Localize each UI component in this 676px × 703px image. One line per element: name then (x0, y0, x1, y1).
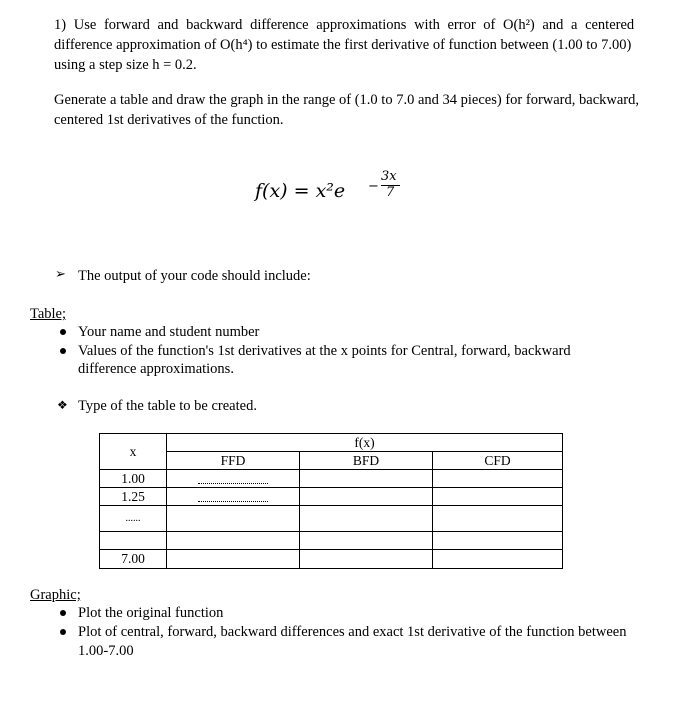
ffd-cell (167, 488, 300, 506)
bfd-cell (300, 532, 433, 550)
function-formula (255, 180, 345, 202)
ffd-header: FFD (167, 452, 300, 470)
bullet-dot-icon (60, 610, 66, 616)
problem-line-3: using a step size h = 0.2. (54, 57, 197, 73)
x-cell: ...... (100, 506, 167, 532)
cfd-cell (433, 470, 563, 488)
table-type-note: Type of the table to be created. (78, 398, 257, 414)
table-row (100, 488, 563, 506)
ffd-cell (167, 550, 300, 569)
table-header-row-1 (100, 434, 563, 452)
arrow-bullet-icon: ➢ (55, 266, 66, 281)
exponent-numerator: 3x (381, 169, 397, 184)
cfd-cell (433, 550, 563, 569)
cfd-cell (433, 506, 563, 532)
diamond-bullet-icon: ❖ (57, 398, 68, 412)
ffd-cell (167, 506, 300, 532)
x-cell: 1.25 (100, 488, 167, 506)
graphic-heading: Graphic; (30, 587, 81, 603)
exponent-denominator: 7 (386, 185, 395, 200)
x-header: x (100, 434, 167, 470)
table-bullet-2: Values of the function's 1st derivatives at the x points for Central, forward, backward (78, 343, 571, 359)
bfd-cell (300, 506, 433, 532)
bfd-cell (300, 550, 433, 569)
exponent-sign: − (368, 179, 379, 194)
x-cell: 1.00 (100, 470, 167, 488)
ffd-cell (167, 532, 300, 550)
dotted-placeholder (198, 474, 268, 484)
cfd-header: CFD (433, 452, 563, 470)
bullet-dot-icon (60, 629, 66, 635)
bfd-cell (300, 488, 433, 506)
fx-header: f(x) (167, 434, 563, 452)
table-bullet-1: Your name and student number (78, 324, 260, 340)
output-note: The output of your code should include: (78, 268, 311, 284)
x-cell: 7.00 (100, 550, 167, 569)
problem-line-2: difference approximation of O(h⁴) to estimate the first derivative of function between (1.00 to 7.00) (54, 37, 632, 53)
template-table (99, 433, 563, 569)
generate-line-2: centered 1st derivatives of the function. (54, 112, 284, 128)
table-row (100, 550, 563, 569)
dotted-placeholder (198, 492, 268, 502)
problem-line-1: 1) Use forward and backward difference approximations with error of O(h²) and a centered (54, 17, 635, 33)
ffd-cell (167, 470, 300, 488)
cfd-cell (433, 488, 563, 506)
graphic-bullet-2: Plot of central, forward, backward differences and exact 1st derivative of the function between (78, 624, 627, 640)
bfd-cell (300, 470, 433, 488)
x-cell (100, 532, 167, 550)
graphic-bullet-2-cont: 1.00-7.00 (78, 643, 134, 659)
table-row (100, 532, 563, 550)
table-row (100, 506, 563, 532)
generate-line-1: Generate a table and draw the graph in the range of (1.0 to 7.0 and 34 pieces) for forward, backward, (54, 92, 639, 108)
table-row (100, 470, 563, 488)
bfd-header: BFD (300, 452, 433, 470)
graphic-bullet-1: Plot the original function (78, 605, 224, 621)
bullet-dot-icon (60, 329, 66, 335)
table-bullet-2-cont: difference approximations. (78, 361, 234, 377)
cfd-cell (433, 532, 563, 550)
table-heading: Table; (30, 306, 67, 322)
bullet-dot-icon (60, 348, 66, 354)
table-header-row-2 (100, 452, 563, 470)
formula-lhs: f(x) = x²e (255, 180, 346, 202)
